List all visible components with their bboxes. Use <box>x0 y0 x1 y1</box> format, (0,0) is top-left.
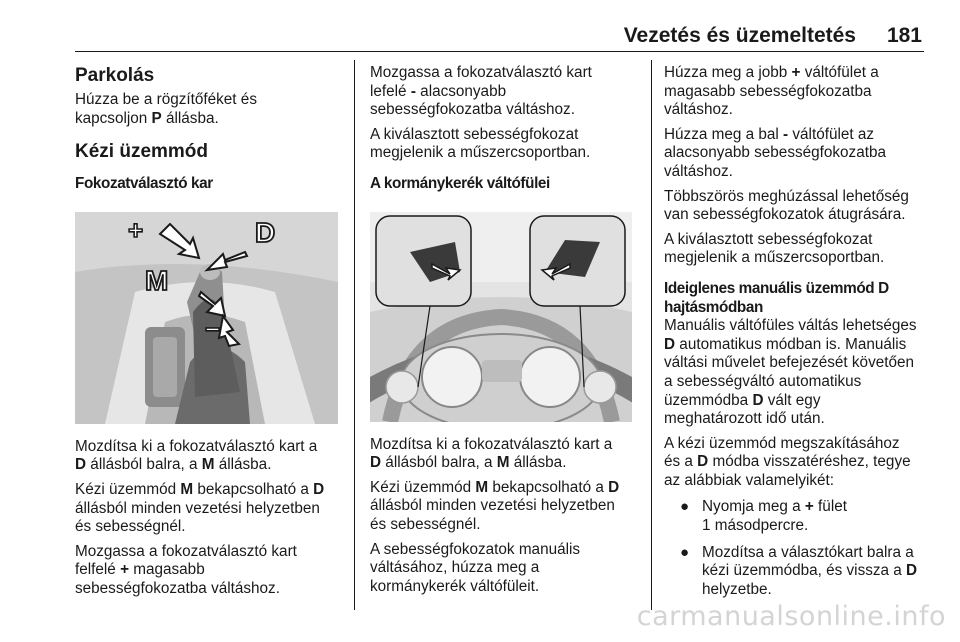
paragraph-shift-up: Mozgassa a fokozatválasztó kart felfelé + magasabb sebességfokozatba váltáshoz. <box>75 542 297 597</box>
paragraph-pull-paddles: A sebességfokozatok manuális váltásához, húzza meg a kormánykerék váltófüleit. <box>370 540 581 595</box>
paragraph-skip-gears: Többszörös meghúzással lehetőség van sebességfokozatok átugrására. <box>664 187 909 224</box>
list-item: ● Nyomja meg a + fület 1 másodpercre. <box>680 498 847 535</box>
gear-selector-illustration <box>75 212 338 424</box>
heading-manual-mode: Kézi üzemmód <box>75 141 209 163</box>
paragraph-selected-gear: A kiválasztott sebességfokozat megjelenik a műszercsoportban. <box>370 125 591 162</box>
paragraph-left-paddle: Húzza meg a bal - váltófület az alacsonyabb sebességfokozatba váltáshoz. <box>664 125 886 180</box>
watermark: carmanualsonline.info <box>636 601 946 632</box>
paragraph-manual-mode-activate-2: Kézi üzemmód M bekapcsolható a D állásból minden vezetési helyzetben és sebességnél. <box>370 478 620 533</box>
fig-label-plus: + <box>128 214 144 245</box>
steering-paddles-illustration <box>370 212 632 422</box>
list-item: ● Mozdítsa a választókart balra a kézi üzemmódba, és vissza a D helyzetbe. <box>680 543 918 598</box>
paragraph-selected-gear-2: A kiválasztott sebességfokozat megjelenik a műszercsoportban. <box>664 230 885 267</box>
paragraph-parking: Húzza be a rögzítőféket és kapcsoljon P állásba. <box>75 91 257 127</box>
paragraph-move-lever-2: Mozdítsa ki a fokozatválasztó kart a D állásból balra, a M állásba. <box>370 435 613 472</box>
fig-label-m: M <box>145 264 169 296</box>
heading-temporary-manual: Ideiglenes manuális üzemmód D hajtásmódban <box>664 279 889 316</box>
page-header <box>0 0 960 50</box>
column-1 <box>75 64 345 605</box>
paragraph-temporary-manual: Manuális váltófüles váltás lehetséges D automatikus módban is. Manuális váltási művelet befejezését követően a sebességváltó automatikus üzemmódba D vált egy meghatározott idő után. <box>664 317 917 428</box>
bullet-icon: ● <box>680 543 690 561</box>
heading-paddles: A kormánykerék váltófülei <box>370 174 550 192</box>
column-3 <box>664 64 932 599</box>
paragraph-manual-mode-activate: Kézi üzemmód M bekapcsolható a D állásból minden vezetési helyzetben és sebességnél. <box>75 480 325 536</box>
fig-label-minus: − <box>205 313 221 344</box>
bullet-icon: ● <box>680 498 690 516</box>
page-number: 181 <box>886 24 922 47</box>
paragraph-right-paddle: Húzza meg a jobb + váltófület a magasabb sebességfokozatba váltáshoz. <box>664 64 879 119</box>
column-divider-1 <box>354 60 355 610</box>
cancel-options-list <box>664 498 932 599</box>
header-title: Vezetés és üzemeltetés <box>623 24 856 47</box>
column-divider-2 <box>651 60 652 610</box>
paragraph-move-lever: Mozdítsa ki a fokozatválasztó kart a D állásból balra, a M állásba. <box>75 437 318 474</box>
heading-parking: Parkolás <box>75 65 155 86</box>
fig-label-d: D <box>255 216 276 248</box>
paragraph-cancel-manual: A kézi üzemmód megszakításához és a D módba visszatéréshez, tegye az alábbiak valamelyikét: <box>664 434 911 489</box>
header-rule <box>75 51 924 52</box>
column-2 <box>370 64 640 602</box>
paragraph-shift-down: Mozgassa a fokozatválasztó kart lefelé - alacsonyabb sebességfokozatba váltáshoz. <box>370 64 592 119</box>
heading-selector-lever: Fokozatválasztó kar <box>75 175 213 193</box>
